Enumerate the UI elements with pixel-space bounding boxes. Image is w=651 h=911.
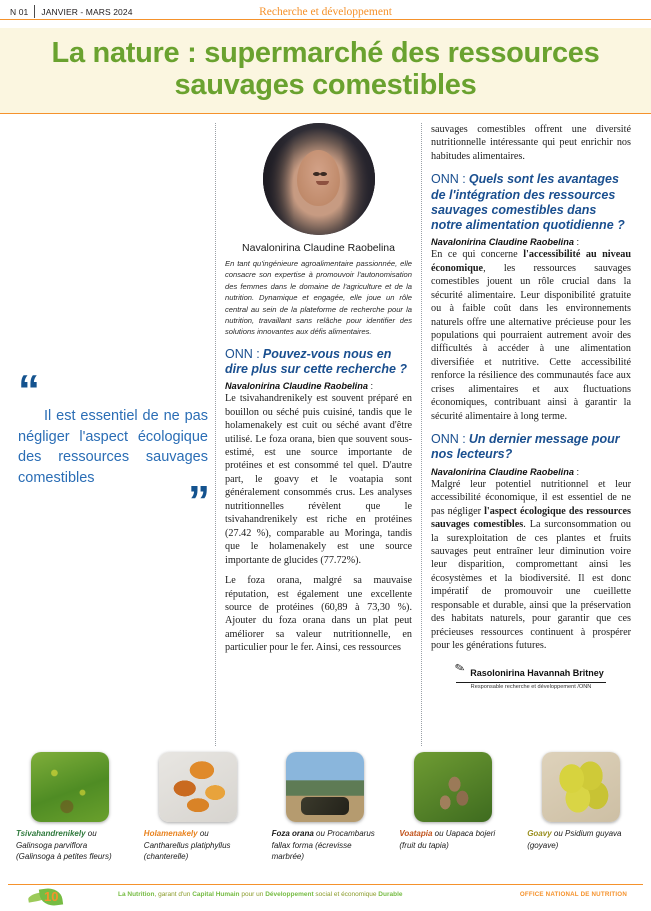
avatar-face bbox=[297, 150, 340, 206]
question-3 bbox=[431, 432, 631, 463]
column-left bbox=[10, 123, 215, 746]
question-2-text: Quels sont les avantages de l'intégration des ressources sauvages comestibles dans notre alimentation quotidienne ? bbox=[431, 172, 625, 233]
question-1 bbox=[225, 347, 412, 378]
footer-tagline: La Nutrition, garant d'un Capital Humain pour un Développement social et économique Durable bbox=[118, 891, 403, 898]
footer-organization: OFFICE NATIONAL DE NUTRITION bbox=[519, 891, 627, 898]
species-gallery bbox=[0, 746, 651, 863]
gallery-item bbox=[262, 752, 390, 863]
species-latin: Uapaca bojeri (fruit du tapia) bbox=[399, 828, 496, 850]
answer-2-paragraph-1: En ce qui concerne l'accessibilité au niveau économique, les ressources sauvages comestibles jouent un rôle crucial dans la sécurité alimentaire. Leur disponibilité gratuite ou à faible coût dans les environnements naturels offre une alternative précieuse pour les populations qui pourraient autrement avoir des difficultés à accéder à une alimentation diversifiée et nutritive. Cette accessibilité renforce la résilience des communautés face aux crises alimentaires et aux fluctuations économiques, contribuant ainsi à garantir la sécurité alimentaire à long terme. bbox=[431, 249, 632, 422]
onn-logo-icon bbox=[28, 887, 74, 907]
pull-quote bbox=[18, 365, 208, 526]
species-photo-foza-orana bbox=[286, 752, 364, 822]
article-body bbox=[0, 114, 651, 746]
answer-1-paragraph-1: Le tsivahandrenikely est souvent préparé en bouillon ou séché puis cuisiné, tandis que le holamenakely est cuit ou séché avant d'être utilisé. Le foza orana, bien que souvent sous-estimé, est une source importante de protéines et est consommé tel quel. D'autre part, le goavy et le voatapia sont généralement consommés crus. Les analyses nutritionnelles révèlent que le tsivahandrenikely est riche en protéines (27.42 %), comparable au Moringa, tandis que le holamenakely est une source importante de glucides (77.72%). bbox=[225, 393, 412, 566]
gallery-item bbox=[517, 752, 645, 863]
answer-1-paragraph-2: Le foza orana, malgré sa mauvaise réputation, est également une excellente source de protéines (60,89 à 73,30 %). Ajouter du foza orana dans un plat peut améliorer sa valeur nutritionnelle, en particulier pour le fer. Ainsi, ces ressources bbox=[225, 575, 412, 654]
answer-3-paragraph-1: Malgré leur potentiel nutritionnel et leur accessibilité économique, il est essentiel de ne pas négliger l'aspect écologique des ressources sauvages comestibles. La surconsommation ou la surexploitation de ces plantes et fruits sauvages peut entraîner leur diminution voire leur disparition, compromettant ainsi les écosystèmes et la biodiversité. Il est donc impératif de promouvoir une cueillette responsable et durable, ainsi que la préservation des habitats naturels, pour garantir que ces précieuses ressources continuent à prospérer pour les générations futures. bbox=[431, 478, 631, 652]
species-photo-holamenakely bbox=[159, 752, 237, 822]
avatar-eye-left bbox=[313, 172, 320, 176]
rubric-rule bbox=[0, 19, 651, 20]
species-name: Holamenakely bbox=[143, 828, 198, 838]
column-right bbox=[421, 123, 631, 746]
signature-block bbox=[431, 659, 631, 690]
pull-quote-text: Il est essentiel de ne pas négliger l'aspect écologique des ressources sauvages comestibles bbox=[18, 408, 208, 487]
gallery-item bbox=[6, 752, 134, 863]
species-caption: Holamenakely ou Cantharellus platiphyllus (chanterelle) bbox=[143, 828, 231, 862]
logo-number: 10 bbox=[44, 889, 59, 904]
question-3-text: Un dernier message pour nos lecteurs? bbox=[431, 432, 620, 462]
question-3-label: ONN : bbox=[431, 432, 466, 447]
signature-role: Responsable recherche et développement /ONN bbox=[470, 683, 592, 690]
pen-icon: ✎ bbox=[453, 659, 467, 676]
issue-number: N 01 bbox=[10, 6, 29, 17]
answer-2-attribution: Navalonirina Claudine Raobelina : bbox=[431, 237, 580, 248]
question-2 bbox=[431, 172, 631, 233]
signature-line bbox=[453, 659, 606, 683]
species-photo-voatapia bbox=[414, 752, 492, 822]
species-latin: Cantharellus platiphyllus (chanterelle) bbox=[143, 840, 231, 862]
quote-open-icon: “ bbox=[18, 365, 38, 415]
species-caption: Goavy ou Psidium guyava (goyave) bbox=[527, 828, 622, 850]
answer-1-continuation: sauvages comestibles offrent une diversité nutritionnelle intéressante qui peut enrichir nos habitudes alimentaires. bbox=[431, 123, 631, 162]
species-latin: Psidium guyava (goyave) bbox=[527, 828, 622, 850]
species-caption: Voatapia ou Uapaca bojeri (fruit du tapia) bbox=[399, 828, 496, 850]
footer bbox=[0, 885, 651, 911]
page-title: La nature : supermarché des ressources sauvages comestibles bbox=[51, 37, 600, 102]
species-name: Goavy bbox=[527, 828, 552, 838]
gallery-item bbox=[389, 752, 517, 863]
species-caption: Foza orana ou Procambarus fallax forma (écrevisse marbrée) bbox=[271, 828, 375, 862]
gallery-item bbox=[134, 752, 262, 863]
question-1-label: ONN : bbox=[225, 346, 260, 361]
species-name: Voatapia bbox=[399, 828, 433, 838]
profile-bio: En tant qu'ingénieure agroalimentaire passionnée, elle consacre son expertise à promouvoir l'autonomisation des femmes dans le domaine de l'agriculture et de la nutrition. Dynamique et engagée, elle joue un rôle central au sein de la plateforme de recherche pour la nutrition, travaillant sans relâche pour identifier des solutions innovantes aux défis alimentaires. bbox=[225, 258, 412, 337]
quote-close-icon: ” bbox=[188, 476, 208, 526]
avatar bbox=[263, 123, 375, 235]
answer-1-attribution: Navalonirina Claudine Raobelina : bbox=[225, 381, 374, 392]
avatar-mouth bbox=[316, 181, 329, 185]
avatar-eye-right bbox=[320, 172, 327, 176]
profile-name: Navalonirina Claudine Raobelina bbox=[242, 241, 395, 254]
rubric bbox=[0, 6, 651, 18]
question-2-label: ONN : bbox=[431, 172, 466, 187]
species-photo-tsivahandrenikely bbox=[31, 752, 109, 822]
title-band bbox=[0, 28, 651, 114]
species-caption: Tsivahandrenikely ou Galinsoga parviflora (Galinsoga à petites fleurs) bbox=[16, 828, 112, 862]
signature-name: Rasolonirina Havannah Britney bbox=[470, 667, 604, 678]
species-name: Foza orana bbox=[271, 828, 314, 838]
species-photo-goavy bbox=[542, 752, 620, 822]
species-latin: Galinsoga parviflora (Galinsoga à petites fleurs) bbox=[16, 840, 112, 862]
masthead bbox=[0, 0, 651, 28]
question-1-text: Pouvez-vous nous en dire plus sur cette recherche ? bbox=[225, 346, 408, 376]
species-latin: Procambarus fallax forma (écrevisse marbrée) bbox=[271, 828, 375, 862]
column-middle bbox=[215, 123, 421, 746]
issue-period: JANVIER - MARS 2024 bbox=[41, 6, 133, 17]
answer-3-attribution: Navalonirina Claudine Raobelina : bbox=[431, 466, 580, 477]
rubric-label: Recherche et développement bbox=[253, 6, 398, 18]
species-name: Tsivahandrenikely bbox=[16, 828, 86, 838]
